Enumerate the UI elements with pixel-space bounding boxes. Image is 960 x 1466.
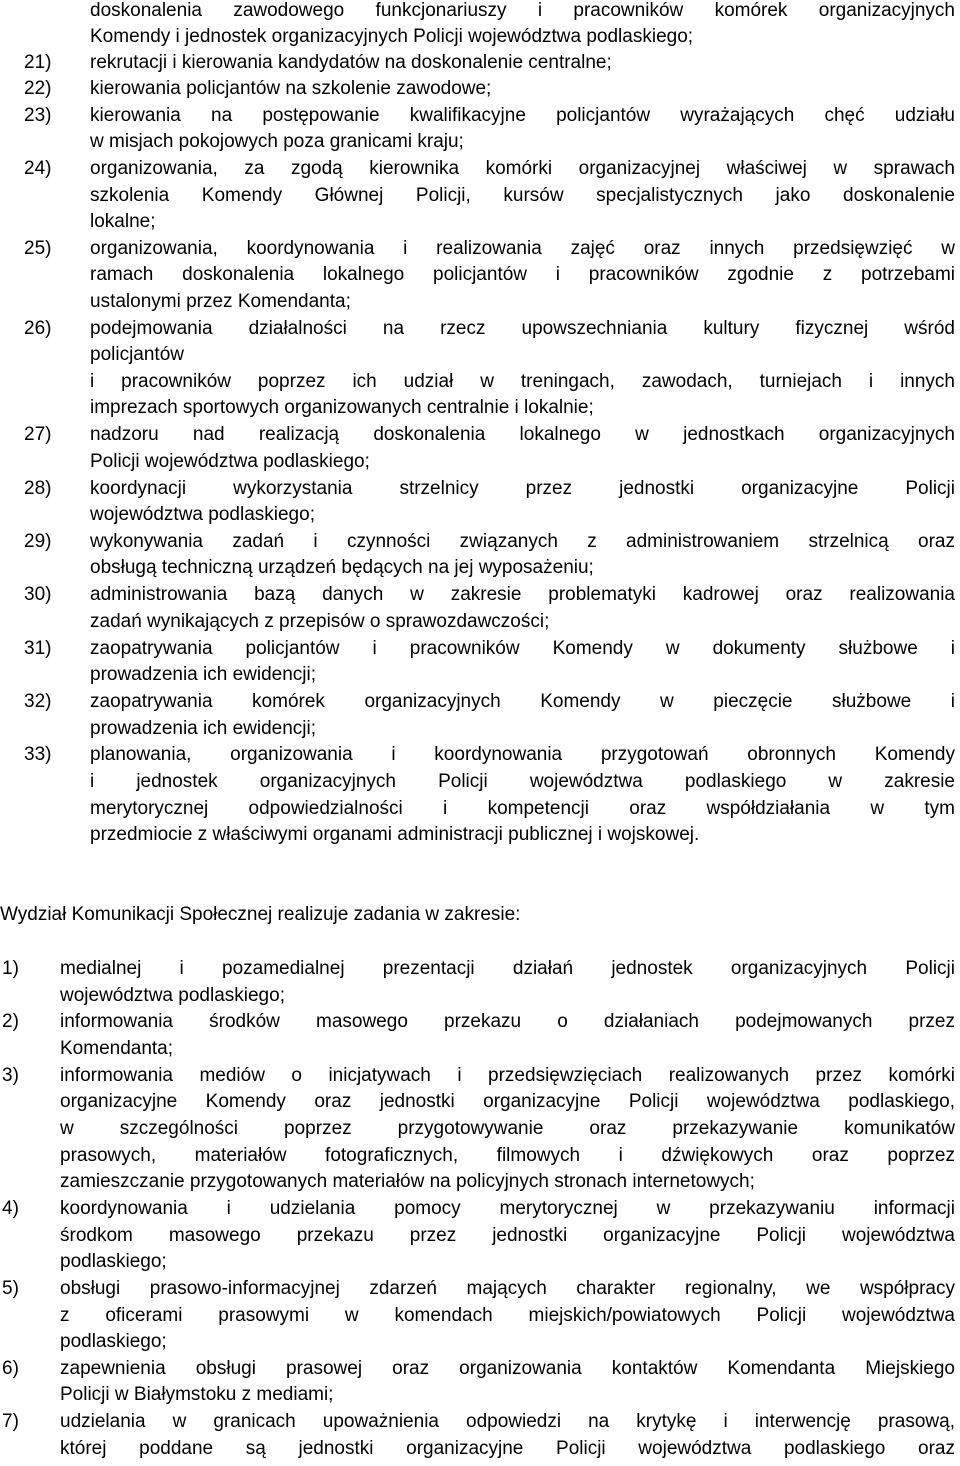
list-item-line: organizowania, za zgodą kierownika komórki organizacyjnej właściwej w sprawach <box>90 158 955 179</box>
list-number: 30) <box>24 584 52 605</box>
list-item-line: Policji województwa podlaskiego; <box>90 451 370 472</box>
list-item-line: środkom masowego przekazu przez jednostki organizacyjne Policji województwa <box>60 1225 955 1246</box>
list-number: 6) <box>2 1358 19 1379</box>
list-item-line: wykonywania zadań i czynności związanych z administrowaniem strzelnicą oraz <box>90 531 955 552</box>
list-item-line: zaopatrywania policjantów i pracowników Komendy w dokumenty służbowe i <box>90 638 955 659</box>
list-item-line: i pracowników poprzez ich udział w treningach, zawodach, turniejach i innych <box>90 371 955 392</box>
list-item-line: doskonalenia zawodowego funkcjonariuszy i pracowników komórek organizacyjnych <box>90 0 955 21</box>
list-item-line: podlaskiego; <box>60 1251 167 1272</box>
list-item-line: informowania mediów o inicjatywach i przedsięwzięciach realizowanych przez komórki <box>60 1065 955 1086</box>
list-item-line: rekrutacji i kierowania kandydatów na doskonalenie centralne; <box>90 52 612 73</box>
list-item-line: ramach doskonalenia lokalnego policjantów i pracowników zgodnie z potrzebami <box>90 264 955 285</box>
list-item-line: planowania, organizowania i koordynowania przygotowań obronnych Komendy <box>90 744 955 765</box>
list-item-line: lokalne; <box>90 211 156 232</box>
list-number: 4) <box>2 1198 19 1219</box>
list-item-line: Komendanta; <box>60 1038 174 1059</box>
list-item-line: merytorycznej odpowiedzialności i kompetencji oraz współdziałania w tym <box>90 798 955 819</box>
list-item-line: w szczególności poprzez przygotowywanie oraz przekazywanie komunikatów <box>60 1118 955 1139</box>
list-item-line: zadań wynikających z przepisów o sprawozdawczości; <box>90 611 550 632</box>
list-item-line: administrowania bazą danych w zakresie problematyki kadrowej oraz realizowania <box>90 584 955 605</box>
list-item-line: prowadzenia ich ewidencji; <box>90 664 317 685</box>
list-number: 2) <box>2 1011 19 1032</box>
list-number: 7) <box>2 1411 19 1432</box>
list-item-line: prasowych, materiałów fotograficznych, filmowych i dźwiękowych oraz poprzez <box>60 1145 955 1166</box>
list-item-line: podlaskiego; <box>60 1331 167 1352</box>
list-item-line: obsługą techniczną urządzeń będących na jej wyposażeniu; <box>90 557 594 578</box>
list-number: 1) <box>2 958 19 979</box>
list-item-line: ustalonymi przez Komendanta; <box>90 291 351 312</box>
list-number: 29) <box>24 531 52 552</box>
list-number: 31) <box>24 638 52 659</box>
list-item-line: organizowania, koordynowania i realizowania zajęć oraz innych przedsięwzięć w <box>90 238 955 259</box>
list-number: 5) <box>2 1278 19 1299</box>
list-item-line: nadzoru nad realizacją doskonalenia lokalnego w jednostkach organizacyjnych <box>90 424 955 445</box>
list-number: 21) <box>24 52 52 73</box>
list-item-line: której poddane są jednostki organizacyjne Policji województwa podlaskiego oraz <box>60 1438 955 1459</box>
section-heading: Wydział Komunikacji Społecznej realizuje zadania w zakresie: <box>0 904 521 925</box>
list-item-line: organizacyjne Komendy oraz jednostki organizacyjne Policji województwa podlaskiego, <box>60 1091 955 1112</box>
list-item-line: województwa podlaskiego; <box>90 504 315 525</box>
list-item-line: zamieszczanie przygotowanych materiałów na policyjnych stronach internetowych; <box>60 1171 755 1192</box>
list-item-line: udzielania w granicach upoważnienia odpowiedzi na krytykę i interwencję prasową, <box>60 1411 955 1432</box>
list-item-line: kierowania na postępowanie kwalifikacyjne policjantów wyrażających chęć udziału <box>90 105 955 126</box>
list-item-line: policjantów <box>90 344 184 365</box>
list-item-line: szkolenia Komendy Głównej Policji, kursów specjalistycznych jako doskonalenie <box>90 185 955 206</box>
list-item-line: Komendy i jednostek organizacyjnych Policji województwa podlaskiego; <box>90 26 694 47</box>
list-item-line: kierowania policjantów na szkolenie zawodowe; <box>90 78 492 99</box>
list-item-line: koordynacji wykorzystania strzelnicy przez jednostki organizacyjne Policji <box>90 478 955 499</box>
list-item-line: podejmowania działalności na rzecz upowszechniania kultury fizycznej wśród <box>90 318 955 339</box>
list-item-line: imprezach sportowych organizowanych centralnie i lokalnie; <box>90 397 594 418</box>
list-item-line: przedmiocie z właściwymi organami administracji publicznej i wojskowej. <box>90 824 700 845</box>
list-number: 28) <box>24 478 52 499</box>
list-number: 24) <box>24 158 52 179</box>
list-item-line: z oficerami prasowymi w komendach miejskich/powiatowych Policji województwa <box>60 1305 955 1326</box>
list-item-line: informowania środków masowego przekazu o działaniach podejmowanych przez <box>60 1011 955 1032</box>
list-number: 23) <box>24 105 52 126</box>
list-item-line: w misjach pokojowych poza granicami kraju; <box>90 131 464 152</box>
list-item-line: i jednostek organizacyjnych Policji województwa podlaskiego w zakresie <box>90 771 955 792</box>
list-number: 22) <box>24 78 52 99</box>
list-item-line: województwa podlaskiego; <box>60 985 285 1006</box>
list-number: 33) <box>24 744 52 765</box>
list-item-line: medialnej i pozamedialnej prezentacji działań jednostek organizacyjnych Policji <box>60 958 955 979</box>
list-item-line: Policji w Białymstoku z mediami; <box>60 1384 334 1405</box>
list-item-line: zaopatrywania komórek organizacyjnych Komendy w pieczęcie służbowe i <box>90 691 955 712</box>
list-number: 32) <box>24 691 52 712</box>
list-item-line: zapewnienia obsługi prasowej oraz organizowania kontaktów Komendanta Miejskiego <box>60 1358 955 1379</box>
list-number: 25) <box>24 238 52 259</box>
list-number: 27) <box>24 424 52 445</box>
list-number: 26) <box>24 318 52 339</box>
list-number: 3) <box>2 1065 19 1086</box>
list-item-line: obsługi prasowo-informacyjnej zdarzeń mających charakter regionalny, we współpracy <box>60 1278 955 1299</box>
list-item-line: prowadzenia ich ewidencji; <box>90 718 317 739</box>
list-item-line: koordynowania i udzielania pomocy merytorycznej w przekazywaniu informacji <box>60 1198 955 1219</box>
